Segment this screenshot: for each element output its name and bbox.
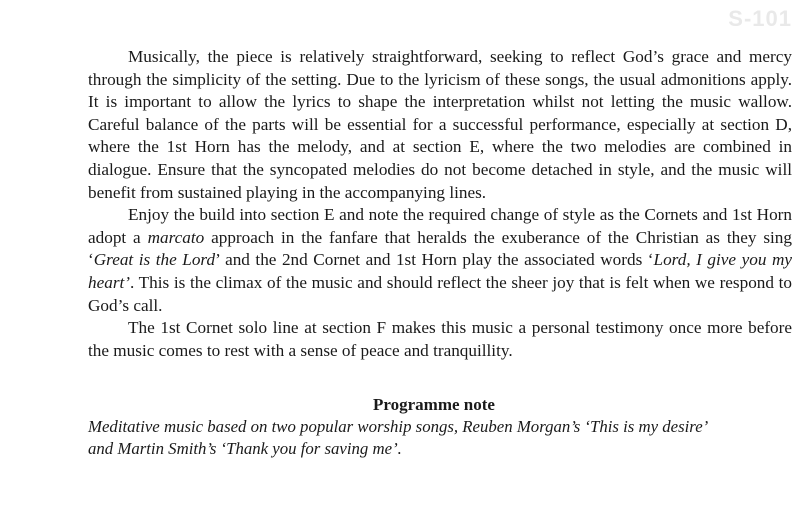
p2-text-e: ’ and the 2nd Cornet and 1st Horn play the associated words ‘ [215,250,654,270]
p2-text-a: Enjoy the build into section E and note the required change of style as the Cornets and 1st Horn adopt a [88,205,792,247]
p2-text-g: . This is the climax of the music and should reflect the sheer joy that is felt when we respond to God’s call. [88,272,792,315]
programme-note-line-2: and Martin Smith’s ‘Thank you for saving me’. [88,439,402,459]
paragraph-section-f-notes: The 1st Cornet solo line at section F makes this music a personal testimony once more before the music comes to rest with a sense of peace and tranquillity. [88,318,792,360]
p2-quote-lord-i-give: Lord, I give you my heart’ [88,250,792,292]
document-page [88,46,792,460]
programme-note-heading: Programme note [373,395,495,415]
p2-quote-great-is-the-lord: Great is the Lord [93,250,216,270]
programme-note-line-1: Meditative music based on two popular worship songs, Reuben Morgan’s ‘This is my desire’ [88,417,709,437]
p2-term-marcato: marcato [147,227,205,247]
p2-text-c: approach in the fanfare that heralds the exuberance of the Christian as they sing ‘ [88,227,792,270]
page-corner-mark: S-101 [728,6,792,31]
paragraph-section-e-notes [88,204,792,317]
programme-note-text [88,416,792,460]
paragraph-performance-notes: Musically, the piece is relatively straightforward, seeking to reflect God’s grace and mercy through the simplicity of the setting. Due to the lyricism of these songs, the usual admonitions apply. It is important to allow the lyrics to shape the interpretation whilst not letting the music wallow. Careful balance of the parts will be essential for a successful performance, especially at section D, where the 1st Horn has the melody, and at section E, where the two melodies are combined in dialogue. Ensure that the syncopated melodies do not become detached in style, and the music will benefit from sustained playing in the accompanying lines. [88,47,792,202]
